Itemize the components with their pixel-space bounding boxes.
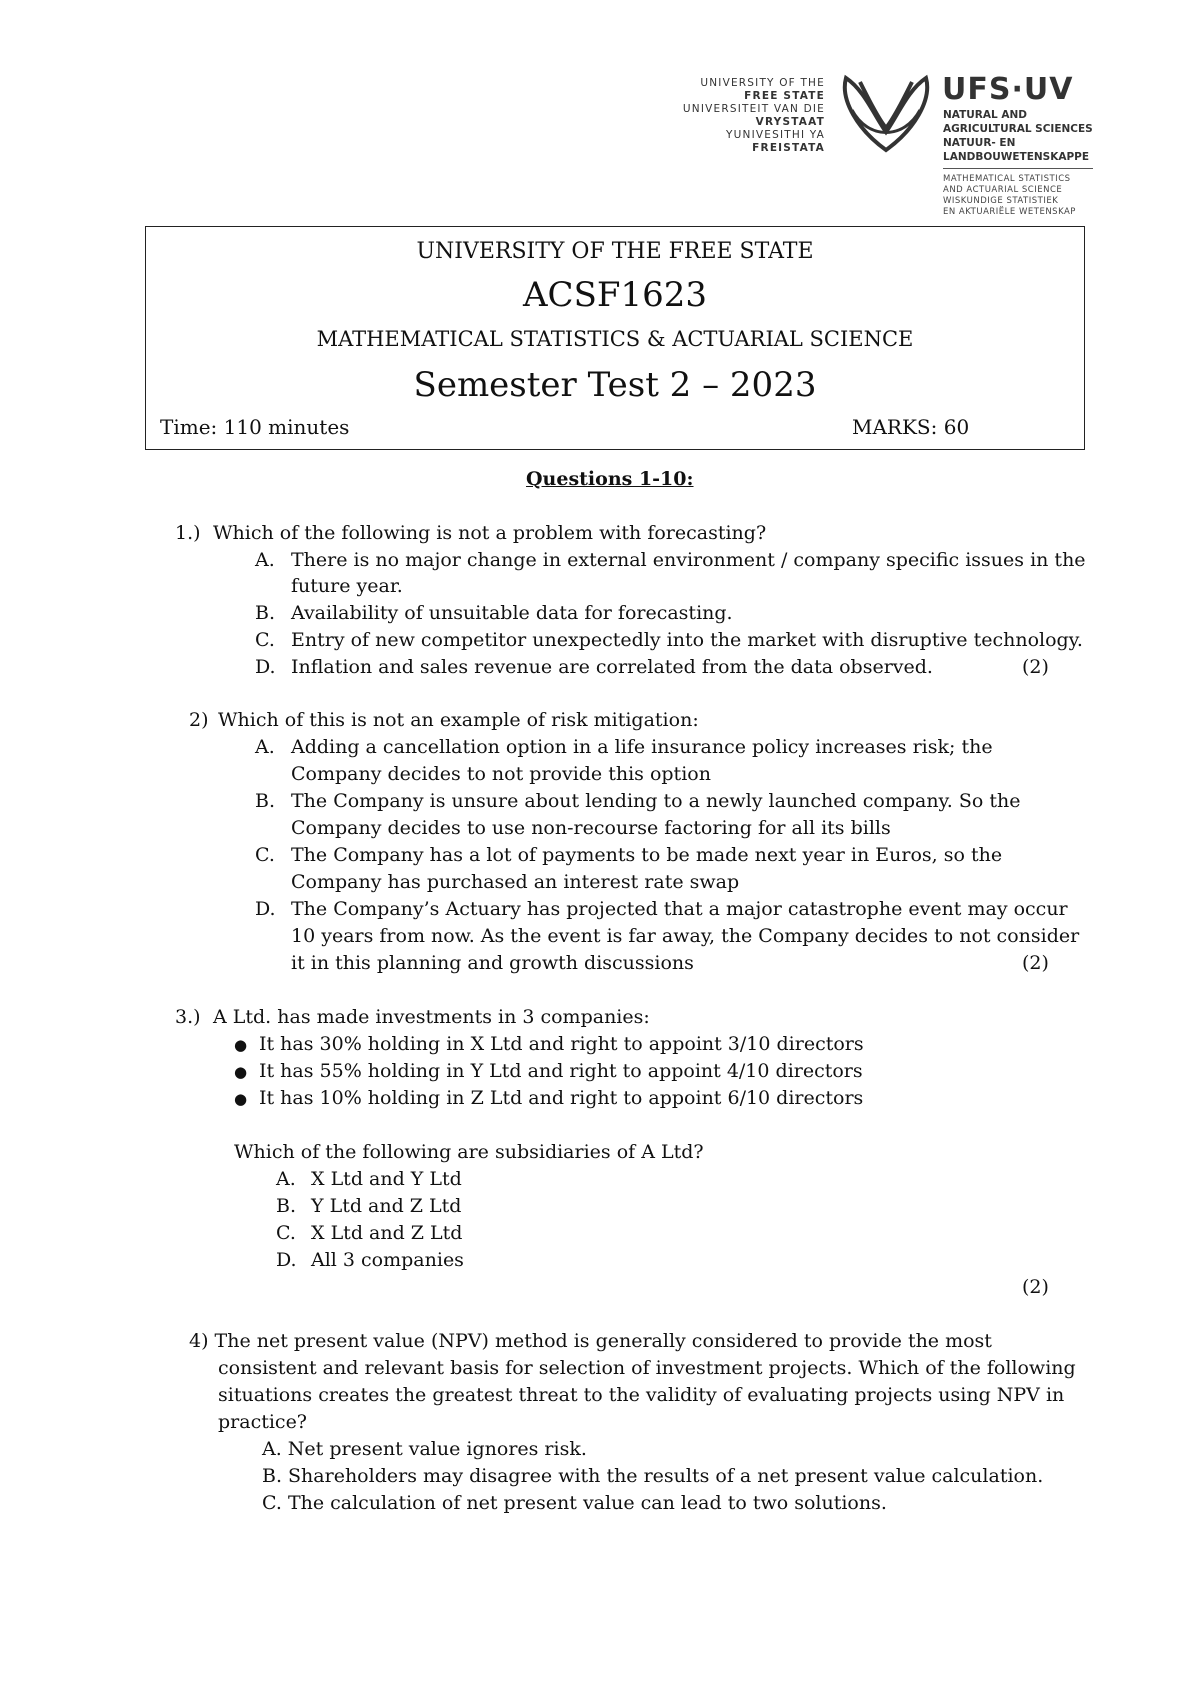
university-logo-icon (838, 70, 934, 158)
header-divider (943, 168, 1093, 169)
university-line: FREE STATE (744, 90, 825, 102)
bullet-item: It has 30% holding in X Ltd and right to appoint 3/10 directors (259, 1033, 864, 1055)
option-text: The Company is unsure about lending to a newly launched company. So the (291, 790, 1021, 812)
question-stem-line: practice? (218, 1411, 307, 1433)
option-text: A. Net present value ignores risk. (262, 1438, 587, 1460)
university-line: YUNIVESITHI YA (726, 129, 825, 141)
question-stem-line: 4) The net present value (NPV) method is generally considered to provide the most (189, 1330, 992, 1352)
question-marks: (2) (1022, 656, 1049, 678)
question-marks: (2) (1022, 1276, 1049, 1298)
university-title: UNIVERSITY OF THE FREE STATE (416, 239, 814, 264)
option-text: Company has purchased an interest rate swap (291, 871, 740, 893)
question-stem: Which of the following is not a problem with forecasting? (213, 522, 767, 544)
option-letter: A. (255, 549, 275, 571)
option-letter: C. (255, 629, 275, 651)
department-line: EN AKTUARIËLE WETENSKAP (943, 207, 1076, 217)
option-text: X Ltd and Y Ltd (311, 1168, 462, 1190)
total-marks: MARKS: 60 (852, 415, 970, 439)
option-text: Adding a cancellation option in a life insurance policy increases risk; the (291, 736, 993, 758)
option-letter: D. (255, 898, 276, 920)
option-text: future year. (291, 575, 403, 597)
option-text: X Ltd and Z Ltd (311, 1222, 463, 1244)
option-letter: B. (255, 790, 276, 812)
question-marks: (2) (1022, 952, 1049, 974)
option-letter: C. (276, 1222, 296, 1244)
faculty-line: LANDBOUWETENSKAPPE (943, 151, 1090, 163)
faculty-line: NATURAL AND (943, 109, 1027, 121)
option-text: All 3 companies (311, 1249, 464, 1271)
bullet-icon: ● (234, 1063, 248, 1081)
option-letter: B. (255, 602, 276, 624)
option-text: There is no major change in external environment / company specific issues in the (291, 549, 1086, 571)
option-text: The Company has a lot of payments to be made next year in Euros, so the (291, 844, 1003, 866)
bullet-icon: ● (234, 1036, 248, 1054)
question-stem: Which of this is not an example of risk mitigation: (218, 709, 699, 731)
section-heading: Questions 1-10: (526, 468, 694, 490)
bullet-item: It has 10% holding in Z Ltd and right to appoint 6/10 directors (259, 1087, 864, 1109)
option-letter: D. (276, 1249, 297, 1271)
question-number: 3.) (175, 1006, 201, 1028)
question-stem-line: consistent and relevant basis for selection of investment projects. Which of the following (218, 1357, 1076, 1379)
option-text: Inflation and sales revenue are correlated from the data observed. (291, 656, 933, 678)
question-number: 1.) (175, 522, 201, 544)
option-text: Entry of new competitor unexpectedly into the market with disruptive technology. (291, 629, 1083, 651)
question-number: 2) (189, 709, 209, 731)
option-text: Company decides to use non-recourse factoring for all its bills (291, 817, 891, 839)
option-text: Company decides to not provide this option (291, 763, 711, 785)
university-name-block (683, 77, 825, 155)
department-line: WISKUNDIGE STATISTIEK (943, 196, 1059, 206)
option-text: Y Ltd and Z Ltd (311, 1195, 462, 1217)
option-text: 10 years from now. As the event is far away, the Company decides to not consider (291, 925, 1080, 947)
option-text: B. Shareholders may disagree with the results of a net present value calculation. (262, 1465, 1044, 1487)
faculty-line: NATUUR- EN (943, 137, 1016, 149)
option-letter: A. (255, 736, 275, 758)
time-limit: Time: 110 minutes (160, 415, 350, 439)
option-text: The Company’s Actuary has projected that a major catastrophe event may occur (291, 898, 1068, 920)
university-line: FREISTATA (752, 142, 825, 154)
option-letter: C. (255, 844, 275, 866)
title-box (145, 226, 1085, 450)
question-stem-line: situations creates the greatest threat to the validity of evaluating projects using NPV in (218, 1384, 1065, 1406)
faculty-line: AGRICULTURAL SCIENCES (943, 123, 1093, 135)
brand-wordmark: UFS·UV (942, 72, 1074, 107)
department-name-block (943, 174, 1076, 218)
university-line: UNIVERSITEIT VAN DIE (682, 103, 825, 115)
course-code: ACSF1623 (523, 275, 707, 315)
option-text: it in this planning and growth discussions (291, 952, 694, 974)
question-stem: A Ltd. has made investments in 3 companies: (213, 1006, 650, 1028)
option-text: Availability of unsuitable data for forecasting. (291, 602, 733, 624)
option-letter: B. (276, 1195, 297, 1217)
question-prompt: Which of the following are subsidiaries of A Ltd? (234, 1141, 704, 1163)
department-line: MATHEMATICAL STATISTICS (943, 174, 1071, 184)
bullet-item: It has 55% holding in Y Ltd and right to appoint 4/10 directors (259, 1060, 863, 1082)
department-line: AND ACTUARIAL SCIENCE (943, 185, 1063, 195)
option-letter: A. (276, 1168, 296, 1190)
department-title: MATHEMATICAL STATISTICS & ACTUARIAL SCIENCE (316, 327, 914, 351)
bullet-icon: ● (234, 1090, 248, 1108)
university-line: VRYSTAAT (755, 116, 825, 128)
option-text: C. The calculation of net present value can lead to two solutions. (262, 1492, 887, 1514)
option-letter: D. (255, 656, 276, 678)
test-title: Semester Test 2 – 2023 (413, 365, 817, 405)
university-line: UNIVERSITY OF THE (700, 77, 825, 89)
faculty-name-block (943, 108, 1093, 164)
